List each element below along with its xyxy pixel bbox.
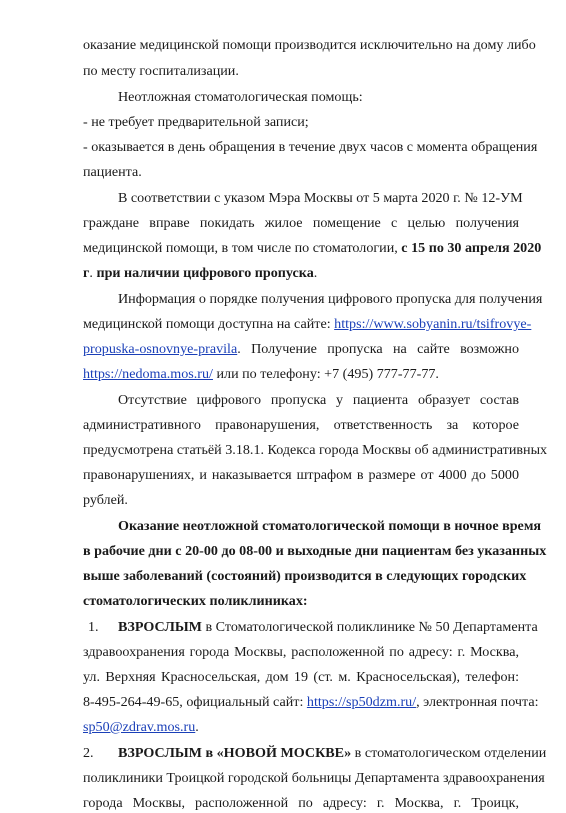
list-number: 1.: [88, 619, 99, 635]
text-line: рублей.: [83, 492, 128, 508]
bold-paragraph-line: стоматологических поликлиниках:: [83, 593, 308, 609]
list-item-line: sp50@zdrav.mos.ru.: [83, 719, 199, 735]
list-item: - не требует предварительной записи;: [83, 114, 309, 130]
text-line: г. при наличии цифрового пропуска.: [83, 265, 318, 281]
text-line: предусмотрена статьёй 3.18.1. Кодекса города Москвы об административных: [83, 442, 548, 458]
bold-paragraph-line: выше заболеваний (состояний) производится в следующих городских: [83, 568, 527, 584]
text-line: Информация о порядке получения цифрового пропуска для получения: [118, 291, 543, 307]
sobyanin-link[interactable]: https://www.sobyanin.ru/tsifrovye-: [334, 316, 532, 332]
text-line: propuska-osnovnye-pravila. Получение пропуска на сайте возможно: [83, 341, 519, 357]
text-line: пациента.: [83, 164, 142, 180]
bold-paragraph-line: в рабочие дни с 20-00 до 08-00 и выходные дни пациентам без указанных: [83, 543, 547, 559]
list-item: - оказывается в день обращения в течение двух часов с момента обращения: [83, 139, 538, 155]
list-item-line: поликлиники Троицкой городской больницы Департамента здравоохранения: [83, 770, 545, 786]
nedoma-link[interactable]: https://nedoma.mos.ru/: [83, 366, 213, 382]
list-item-line: ВЗРОСЛЫМ в Стоматологической поликлинике № 50 Департамента: [118, 619, 538, 635]
text-line: Отсутствие цифрового пропуска у пациента образует состав: [118, 392, 519, 408]
pass-requirement: при наличии цифрового пропуска: [96, 265, 314, 281]
sp50-email-link[interactable]: sp50@zdrav.mos.ru: [83, 719, 196, 735]
list-item-line: 8-495-264-49-65, официальный сайт: https://sp50dzm.ru/, электронная почта:: [83, 694, 539, 710]
text-line: В соответствии с указом Мэра Москвы от 5 марта 2020 г. № 12-УМ: [118, 190, 523, 206]
date-range: с 15 по 30 апреля 2020: [401, 240, 542, 256]
text-line: https://nedoma.mos.ru/ или по телефону: +7 (495) 777-77-77.: [83, 366, 439, 382]
text-line: по месту госпитализации.: [83, 63, 239, 79]
text-line: медицинской помощи доступна на сайте: https://www.sobyanin.ru/tsifrovye-: [83, 316, 532, 332]
sp50-site-link[interactable]: https://sp50dzm.ru/: [306, 694, 417, 710]
list-item-line: ул. Верхняя Красносельская, дом 19 (ст. м. Красносельская), телефон:: [83, 669, 519, 685]
list-item-line: ВЗРОСЛЫМ в «НОВОЙ МОСКВЕ» в стоматологическом отделении: [118, 745, 547, 761]
text-line: граждане вправе покидать жилое помещение с целью получения: [83, 215, 519, 231]
list-item-line: города Москвы, расположенной по адресу: г. Москва, г. Троицк,: [83, 795, 519, 811]
list-item-line: здравоохранения города Москвы, расположенной по адресу: г. Москва,: [83, 644, 519, 660]
text-line: медицинской помощи, в том числе по стоматологии, с 15 по 30 апреля 2020: [83, 240, 542, 256]
text-line: оказание медицинской помощи производится исключительно на дому либо: [83, 37, 536, 53]
bold-paragraph-line: Оказание неотложной стоматологической помощи в ночное время: [118, 518, 542, 534]
list-number: 2.: [83, 745, 94, 761]
sobyanin-link-cont[interactable]: propuska-osnovnye-pravila: [83, 341, 238, 357]
text-line: правонарушениях, и наказывается штрафом в размере от 4000 до 5000: [83, 467, 519, 483]
section-heading: Неотложная стоматологическая помощь:: [118, 89, 363, 105]
text-line: административного правонарушения, ответственность за которое: [83, 417, 519, 433]
